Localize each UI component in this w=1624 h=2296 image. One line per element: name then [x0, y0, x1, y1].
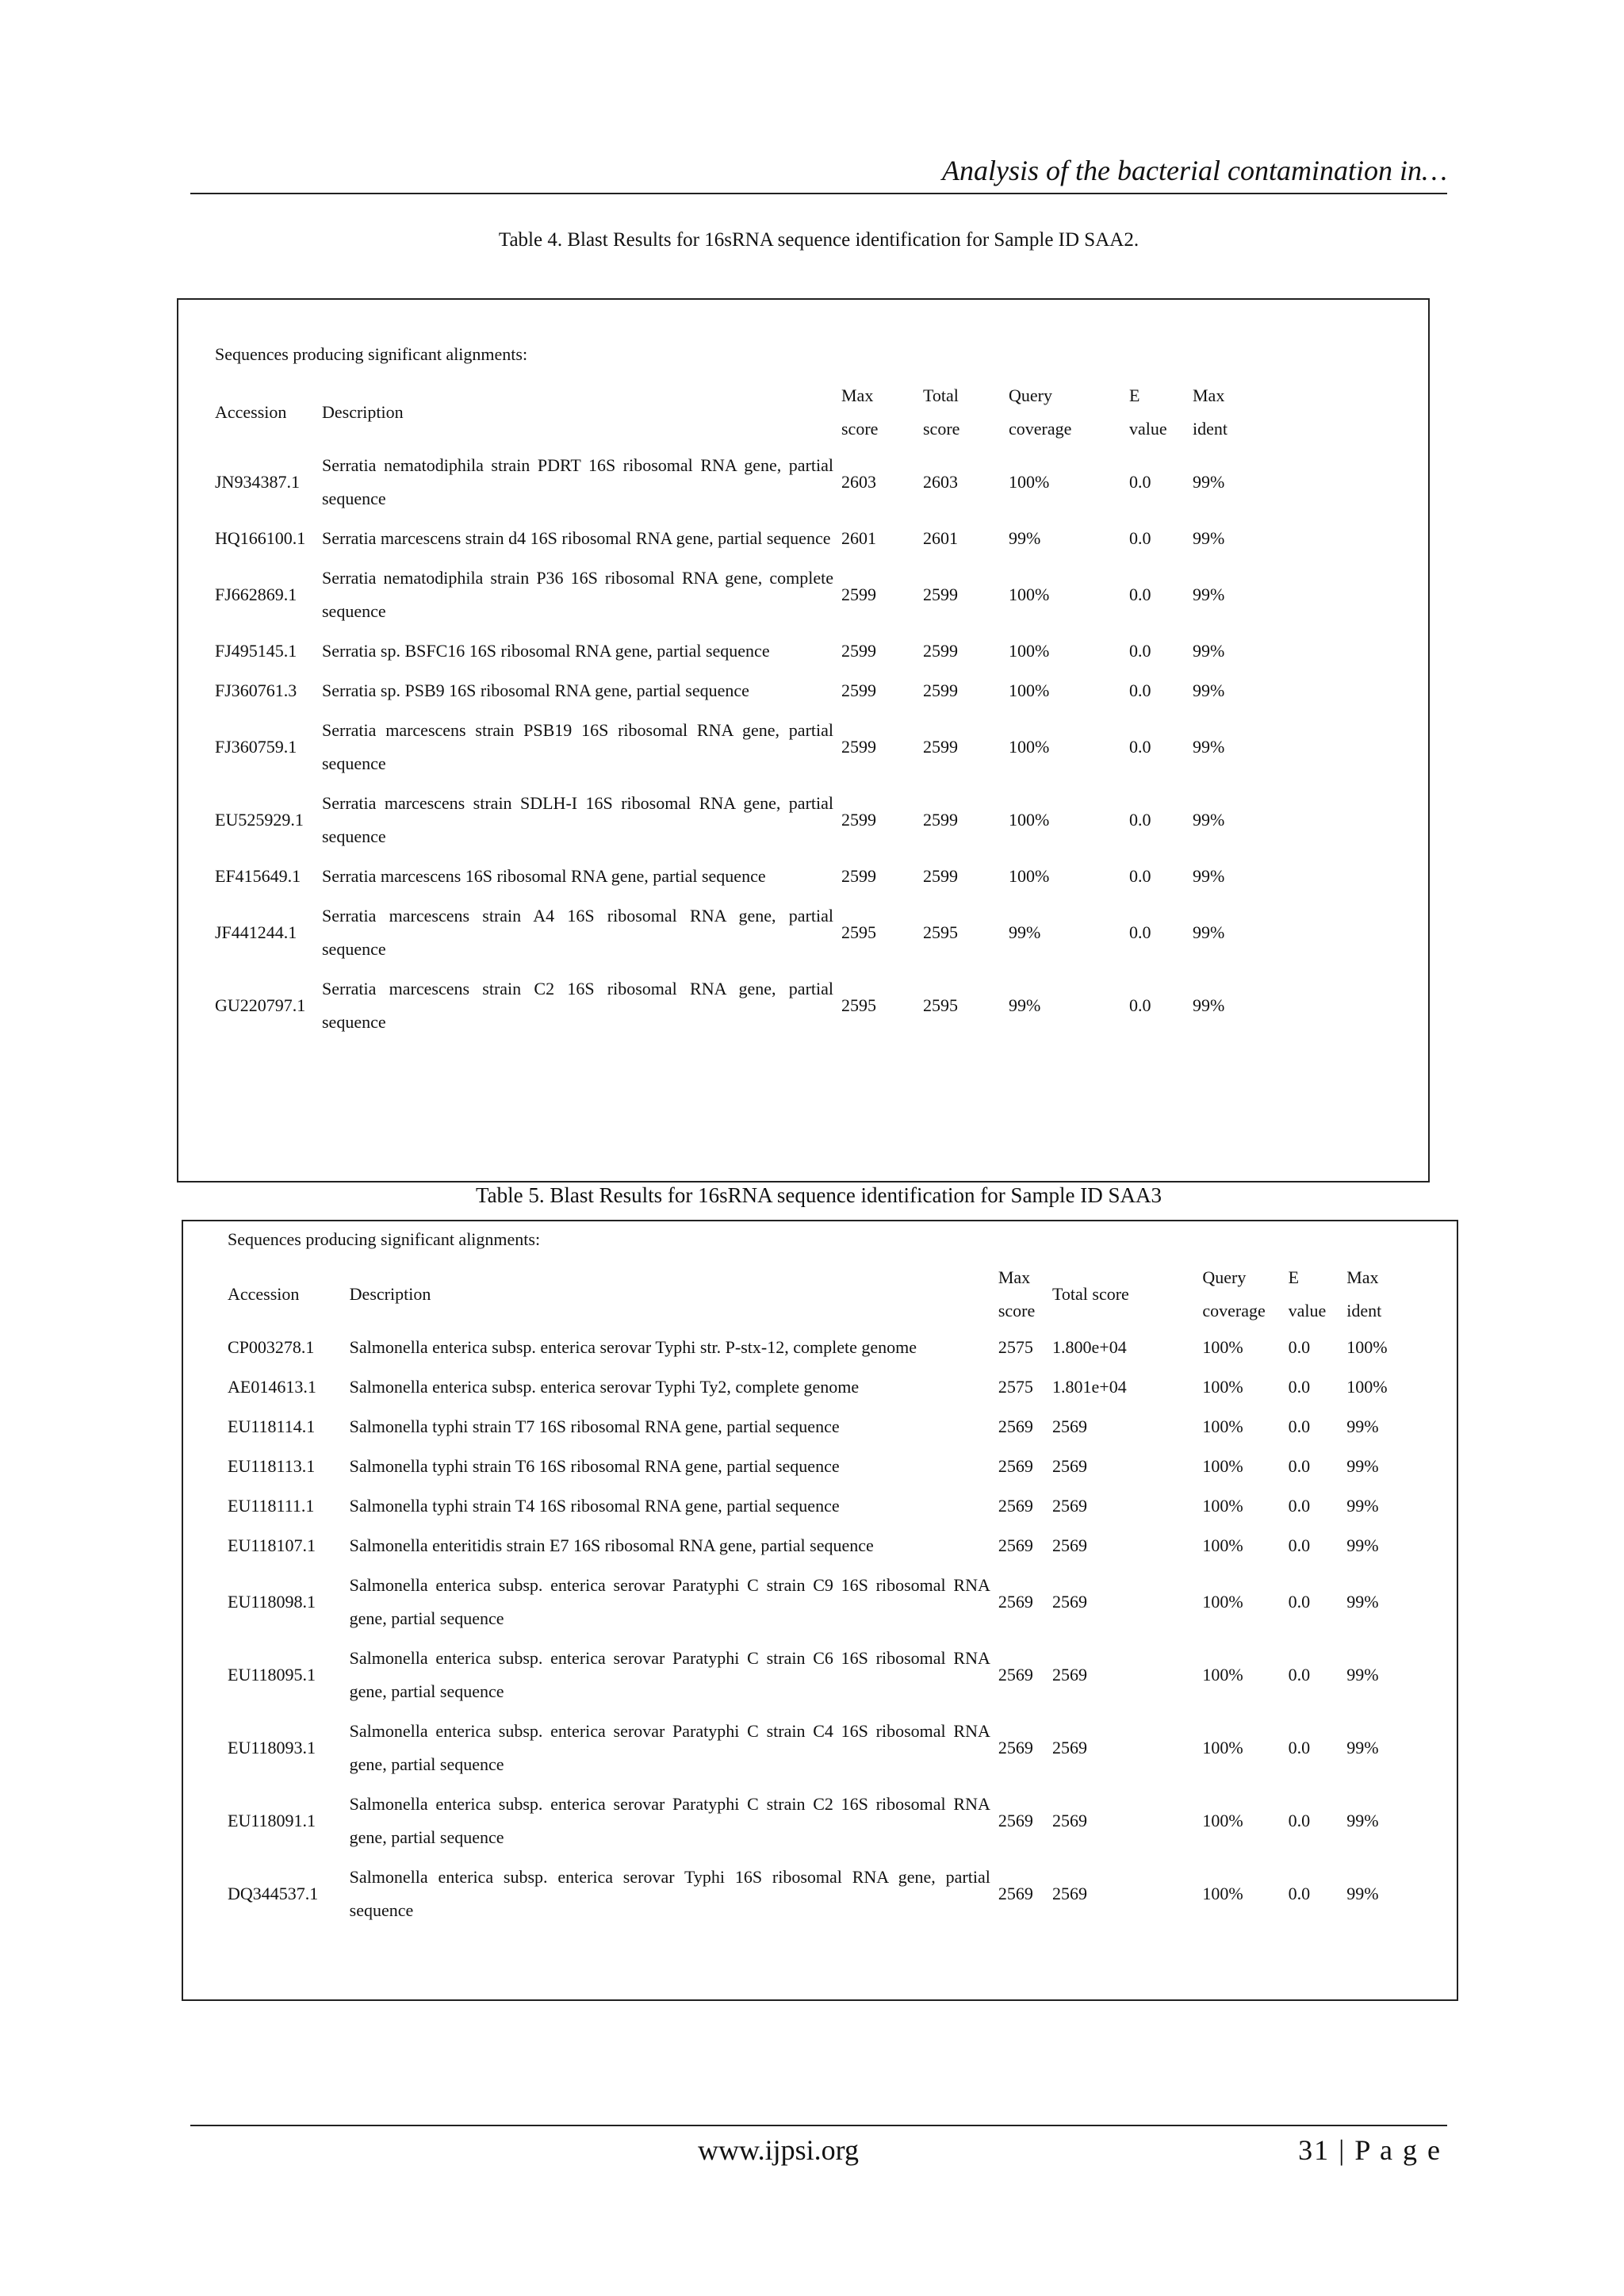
table5-cell-max-ident: 99% — [1346, 1535, 1379, 1555]
table5-frame — [182, 1220, 1458, 2001]
table5-row — [228, 1566, 1417, 1639]
table5-cell-total-score: 2569 — [1052, 1535, 1088, 1555]
table4-cell-description: Serratia sp. PSB9 16S ribosomal RNA gene, partial sequence — [322, 680, 749, 700]
table5-cell-query-coverage: 100% — [1202, 1456, 1243, 1476]
table5-cell-accession: DQ344537.1 — [228, 1884, 319, 1903]
table4-cell-description: Serratia marcescens strain C2 16S ribosomal RNA gene, partial sequence — [322, 979, 833, 1032]
table5-cell-query-coverage: 100% — [1202, 1337, 1243, 1357]
table5-cell-description: Salmonella enterica subsp. enterica serovar Paratyphi C strain C9 16S ribosomal RNA gene, partial sequence — [349, 1575, 990, 1628]
table4-cell-accession: EU525929.1 — [215, 810, 304, 830]
table4-cell-e-value: 0.0 — [1129, 585, 1151, 604]
table5-cell-accession: EU118098.1 — [228, 1592, 316, 1612]
table5-cell-total-score: 2569 — [1052, 1416, 1088, 1436]
table5-cell-total-score: 2569 — [1052, 1592, 1088, 1612]
table5-cell-total-score: 2569 — [1052, 1456, 1088, 1476]
table5-cell-max-score: 2575 — [998, 1337, 1033, 1357]
table5-cell-total-score: 2569 — [1052, 1811, 1088, 1830]
table4-row — [215, 558, 1262, 631]
table4-cell-accession: EF415649.1 — [215, 866, 301, 886]
table4-row — [215, 446, 1262, 519]
table5-cell-e-value: 0.0 — [1288, 1535, 1311, 1555]
table5-cell-total-score: 2569 — [1052, 1884, 1088, 1903]
table5-cell-total-score: 2569 — [1052, 1665, 1088, 1685]
table4-cell-query-coverage: 99% — [1009, 995, 1041, 1015]
table5-cell-accession: EU118107.1 — [228, 1535, 316, 1555]
table4-cell-max-ident: 99% — [1193, 810, 1225, 830]
table4-caption: Table 4. Blast Results for 16sRNA sequence identification for Sample ID SAA2. — [498, 229, 1139, 251]
table4-cell-max-ident: 99% — [1193, 585, 1225, 604]
table4-row — [215, 857, 1262, 896]
table5-cell-query-coverage: 100% — [1202, 1535, 1243, 1555]
table4 — [215, 379, 1262, 1042]
table5-cell-description: Salmonella enterica subsp. enterica serovar Typhi Ty2, complete genome — [349, 1377, 860, 1397]
table4-cell-accession: FJ360759.1 — [215, 737, 297, 757]
table5-cell-e-value: 0.0 — [1288, 1592, 1311, 1612]
table4-header-e-value: E value — [1129, 385, 1167, 439]
table4-row — [215, 711, 1262, 784]
table5-row — [228, 1784, 1417, 1857]
table4-cell-max-score: 2599 — [841, 810, 876, 830]
table5-cell-e-value: 0.0 — [1288, 1456, 1311, 1476]
table4-cell-query-coverage: 100% — [1009, 810, 1050, 830]
table5-row — [228, 1447, 1417, 1486]
table5-cell-accession: CP003278.1 — [228, 1337, 315, 1357]
table5-cell-max-ident: 100% — [1346, 1337, 1388, 1357]
table4-cell-accession: JF441244.1 — [215, 922, 297, 942]
table5-header-total-score: Total score — [1052, 1284, 1129, 1304]
table4-cell-total-score: 2599 — [923, 585, 958, 604]
table4-cell-max-ident: 99% — [1193, 680, 1225, 700]
table4-cell-query-coverage: 100% — [1009, 680, 1050, 700]
table4-cell-e-value: 0.0 — [1129, 995, 1151, 1015]
table5-header-max-ident: Max ident — [1346, 1267, 1382, 1320]
table4-cell-max-ident: 99% — [1193, 472, 1225, 492]
table5-cell-accession: EU118095.1 — [228, 1665, 316, 1685]
table5-cell-accession: EU118093.1 — [228, 1738, 316, 1757]
table5-cell-max-score: 2569 — [998, 1416, 1033, 1436]
table4-cell-total-score: 2595 — [923, 995, 958, 1015]
table5-cell-description: Salmonella enterica subsp. enterica serovar Paratyphi C strain C6 16S ribosomal RNA gene, partial sequence — [349, 1648, 990, 1701]
table4-row — [215, 969, 1262, 1042]
table4-cell-query-coverage: 100% — [1009, 585, 1050, 604]
footer-page-number: 31 | P a g e — [1298, 2134, 1442, 2166]
table4-cell-description: Serratia marcescens strain d4 16S ribosomal RNA gene, partial sequence — [322, 528, 831, 548]
table4-cell-accession: FJ662869.1 — [215, 585, 297, 604]
table5-cell-max-ident: 99% — [1346, 1592, 1379, 1612]
table5-cell-max-score: 2575 — [998, 1377, 1033, 1397]
table4-cell-e-value: 0.0 — [1129, 528, 1151, 548]
table4-header-accession: Accession — [215, 402, 287, 422]
table4-cell-total-score: 2601 — [923, 528, 958, 548]
table5-cell-max-score: 2569 — [998, 1811, 1033, 1830]
table5-header-accession: Accession — [228, 1284, 300, 1304]
table5-cell-e-value: 0.0 — [1288, 1738, 1311, 1757]
table5-cell-query-coverage: 100% — [1202, 1496, 1243, 1516]
table5-caption: Table 5. Blast Results for 16sRNA sequence identification for Sample ID SAA3 — [476, 1183, 1162, 1207]
table4-cell-total-score: 2599 — [923, 641, 958, 661]
table5-cell-max-score: 2569 — [998, 1665, 1033, 1685]
table4-cell-max-ident: 99% — [1193, 922, 1225, 942]
table5-cell-accession: EU118091.1 — [228, 1811, 316, 1830]
table5-cell-description: Salmonella typhi strain T6 16S ribosomal RNA gene, partial sequence — [349, 1456, 840, 1476]
table5-cell-total-score: 1.801e+04 — [1052, 1377, 1127, 1397]
table4-cell-e-value: 0.0 — [1129, 810, 1151, 830]
table5-cell-query-coverage: 100% — [1202, 1738, 1243, 1757]
table5-row — [228, 1526, 1417, 1566]
table5-header-description: Description — [349, 1284, 431, 1304]
table5-cell-e-value: 0.0 — [1288, 1884, 1311, 1903]
table5-cell-max-score: 2569 — [998, 1884, 1033, 1903]
table4-cell-total-score: 2599 — [923, 866, 958, 886]
table4-cell-query-coverage: 100% — [1009, 737, 1050, 757]
table5-body — [228, 1328, 1417, 1930]
table5-row — [228, 1328, 1417, 1367]
table5-cell-description: Salmonella enterica subsp. enterica serovar Paratyphi C strain C2 16S ribosomal RNA gene, partial sequence — [349, 1794, 990, 1847]
table5-cell-total-score: 2569 — [1052, 1496, 1088, 1516]
table5-intro: Sequences producing significant alignments: — [228, 1229, 541, 1249]
table4-row — [215, 671, 1262, 711]
table4-cell-e-value: 0.0 — [1129, 866, 1151, 886]
table4-cell-query-coverage: 100% — [1009, 472, 1050, 492]
table4-cell-max-score: 2595 — [841, 995, 876, 1015]
table5-cell-max-ident: 99% — [1346, 1811, 1379, 1830]
table4-cell-description: Serratia nematodiphila strain PDRT 16S ribosomal RNA gene, partial sequence — [322, 455, 833, 508]
table4-cell-description: Serratia marcescens strain PSB19 16S ribosomal RNA gene, partial sequence — [322, 720, 833, 773]
table4-cell-query-coverage: 100% — [1009, 641, 1050, 661]
table4-cell-e-value: 0.0 — [1129, 472, 1151, 492]
table4-row — [215, 896, 1262, 969]
table5-cell-accession: EU118111.1 — [228, 1496, 315, 1516]
table4-cell-description: Serratia marcescens strain SDLH-I 16S ribosomal RNA gene, partial sequence — [322, 793, 833, 846]
table5-cell-max-score: 2569 — [998, 1456, 1033, 1476]
table4-cell-e-value: 0.0 — [1129, 641, 1151, 661]
table5-cell-accession: EU118113.1 — [228, 1456, 316, 1476]
table5-cell-e-value: 0.0 — [1288, 1416, 1311, 1436]
table5-cell-description: Salmonella enteritidis strain E7 16S ribosomal RNA gene, partial sequence — [349, 1535, 874, 1555]
table4-cell-accession: GU220797.1 — [215, 995, 306, 1015]
table4-cell-max-score: 2595 — [841, 922, 876, 942]
table5-cell-query-coverage: 100% — [1202, 1884, 1243, 1903]
table4-cell-accession: HQ166100.1 — [215, 528, 306, 548]
table4-cell-accession: FJ360761.3 — [215, 680, 297, 700]
table5-cell-total-score: 1.800e+04 — [1052, 1337, 1127, 1357]
footer-rule — [190, 2125, 1447, 2126]
table5-header-max-score: Max score — [998, 1267, 1036, 1320]
table5-row — [228, 1486, 1417, 1526]
table5-cell-query-coverage: 100% — [1202, 1377, 1243, 1397]
footer-website: www.ijpsi.org — [698, 2134, 860, 2166]
table5-row — [228, 1639, 1417, 1711]
table4-row — [215, 784, 1262, 857]
table5-cell-description: Salmonella enterica subsp. enterica serovar Paratyphi C strain C4 16S ribosomal RNA gene, partial sequence — [349, 1721, 990, 1774]
table5-cell-description: Salmonella enterica subsp. enterica serovar Typhi 16S ribosomal RNA gene, partial sequence — [349, 1867, 990, 1920]
table5 — [228, 1261, 1417, 1930]
table5-cell-accession: AE014613.1 — [228, 1377, 316, 1397]
table5-cell-max-ident: 99% — [1346, 1416, 1379, 1436]
table4-header-description: Description — [322, 402, 404, 422]
table5-cell-total-score: 2569 — [1052, 1738, 1088, 1757]
table4-cell-e-value: 0.0 — [1129, 737, 1151, 757]
table4-cell-max-score: 2603 — [841, 472, 876, 492]
table4-header-max-ident: Max ident — [1193, 385, 1228, 439]
table5-cell-max-ident: 99% — [1346, 1456, 1379, 1476]
table5-cell-max-score: 2569 — [998, 1496, 1033, 1516]
table4-cell-description: Serratia sp. BSFC16 16S ribosomal RNA gene, partial sequence — [322, 641, 770, 661]
table4-cell-description: Serratia marcescens 16S ribosomal RNA gene, partial sequence — [322, 866, 766, 886]
table4-cell-e-value: 0.0 — [1129, 922, 1151, 942]
table4-cell-max-score: 2599 — [841, 641, 876, 661]
table5-row — [228, 1367, 1417, 1407]
table4-cell-max-score: 2599 — [841, 585, 876, 604]
running-header: Analysis of the bacterial contamination in… — [942, 155, 1447, 186]
table5-cell-e-value: 0.0 — [1288, 1811, 1311, 1830]
table4-cell-total-score: 2595 — [923, 922, 958, 942]
table4-cell-max-score: 2601 — [841, 528, 876, 548]
table5-cell-query-coverage: 100% — [1202, 1811, 1243, 1830]
table4-cell-description: Serratia marcescens strain A4 16S ribosomal RNA gene, partial sequence — [322, 906, 833, 959]
table4-cell-max-ident: 99% — [1193, 866, 1225, 886]
table4-cell-total-score: 2599 — [923, 737, 958, 757]
table4-cell-e-value: 0.0 — [1129, 680, 1151, 700]
table4-cell-max-score: 2599 — [841, 737, 876, 757]
table4-cell-max-ident: 99% — [1193, 528, 1225, 548]
table4-frame — [177, 298, 1430, 1182]
table5-cell-query-coverage: 100% — [1202, 1665, 1243, 1685]
table4-cell-query-coverage: 99% — [1009, 528, 1041, 548]
table5-cell-max-ident: 99% — [1346, 1884, 1379, 1903]
table4-body — [215, 446, 1262, 1042]
table5-row — [228, 1857, 1417, 1930]
table4-cell-query-coverage: 99% — [1009, 922, 1041, 942]
table4-cell-total-score: 2603 — [923, 472, 958, 492]
table5-cell-max-score: 2569 — [998, 1592, 1033, 1612]
table4-cell-description: Serratia nematodiphila strain P36 16S ribosomal RNA gene, complete sequence — [322, 568, 833, 621]
table4-cell-max-ident: 99% — [1193, 641, 1225, 661]
table4-cell-accession: FJ495145.1 — [215, 641, 297, 661]
table4-intro: Sequences producing significant alignments: — [215, 344, 528, 364]
table4-cell-max-score: 2599 — [841, 680, 876, 700]
table5-cell-e-value: 0.0 — [1288, 1665, 1311, 1685]
table4-cell-total-score: 2599 — [923, 810, 958, 830]
table4-row — [215, 631, 1262, 671]
table5-cell-description: Salmonella typhi strain T7 16S ribosomal RNA gene, partial sequence — [349, 1416, 840, 1436]
table5-cell-max-ident: 99% — [1346, 1738, 1379, 1757]
table5-cell-query-coverage: 100% — [1202, 1416, 1243, 1436]
table5-row — [228, 1407, 1417, 1447]
table5-cell-description: Salmonella typhi strain T4 16S ribosomal RNA gene, partial sequence — [349, 1496, 840, 1516]
table5-cell-max-score: 2569 — [998, 1738, 1033, 1757]
table4-cell-max-ident: 99% — [1193, 737, 1225, 757]
table4-cell-max-ident: 99% — [1193, 995, 1225, 1015]
table4-cell-query-coverage: 100% — [1009, 866, 1050, 886]
table5-cell-max-ident: 100% — [1346, 1377, 1388, 1397]
table5-cell-e-value: 0.0 — [1288, 1377, 1311, 1397]
table4-header-query-coverage: Query coverage — [1009, 385, 1072, 439]
table4-header-max-score: Max score — [841, 385, 879, 439]
table5-header-row — [228, 1261, 1417, 1328]
header-rule — [190, 193, 1447, 194]
table4-cell-accession: JN934387.1 — [215, 472, 300, 492]
table4-header-total-score: Total score — [923, 385, 960, 439]
table5-cell-max-ident: 99% — [1346, 1496, 1379, 1516]
table4-row — [215, 519, 1262, 558]
table5-cell-max-score: 2569 — [998, 1535, 1033, 1555]
table5-cell-description: Salmonella enterica subsp. enterica serovar Typhi str. P-stx-12, complete genome — [349, 1337, 917, 1357]
table5-cell-e-value: 0.0 — [1288, 1337, 1311, 1357]
table4-header-row — [215, 379, 1262, 446]
table5-cell-accession: EU118114.1 — [228, 1416, 316, 1436]
table5-cell-query-coverage: 100% — [1202, 1592, 1243, 1612]
table5-header-query-coverage: Query coverage — [1202, 1267, 1266, 1320]
table5-cell-max-ident: 99% — [1346, 1665, 1379, 1685]
table4-cell-max-score: 2599 — [841, 866, 876, 886]
table4-cell-total-score: 2599 — [923, 680, 958, 700]
table5-row — [228, 1711, 1417, 1784]
table5-cell-e-value: 0.0 — [1288, 1496, 1311, 1516]
table5-header-e-value: E value — [1288, 1267, 1327, 1320]
